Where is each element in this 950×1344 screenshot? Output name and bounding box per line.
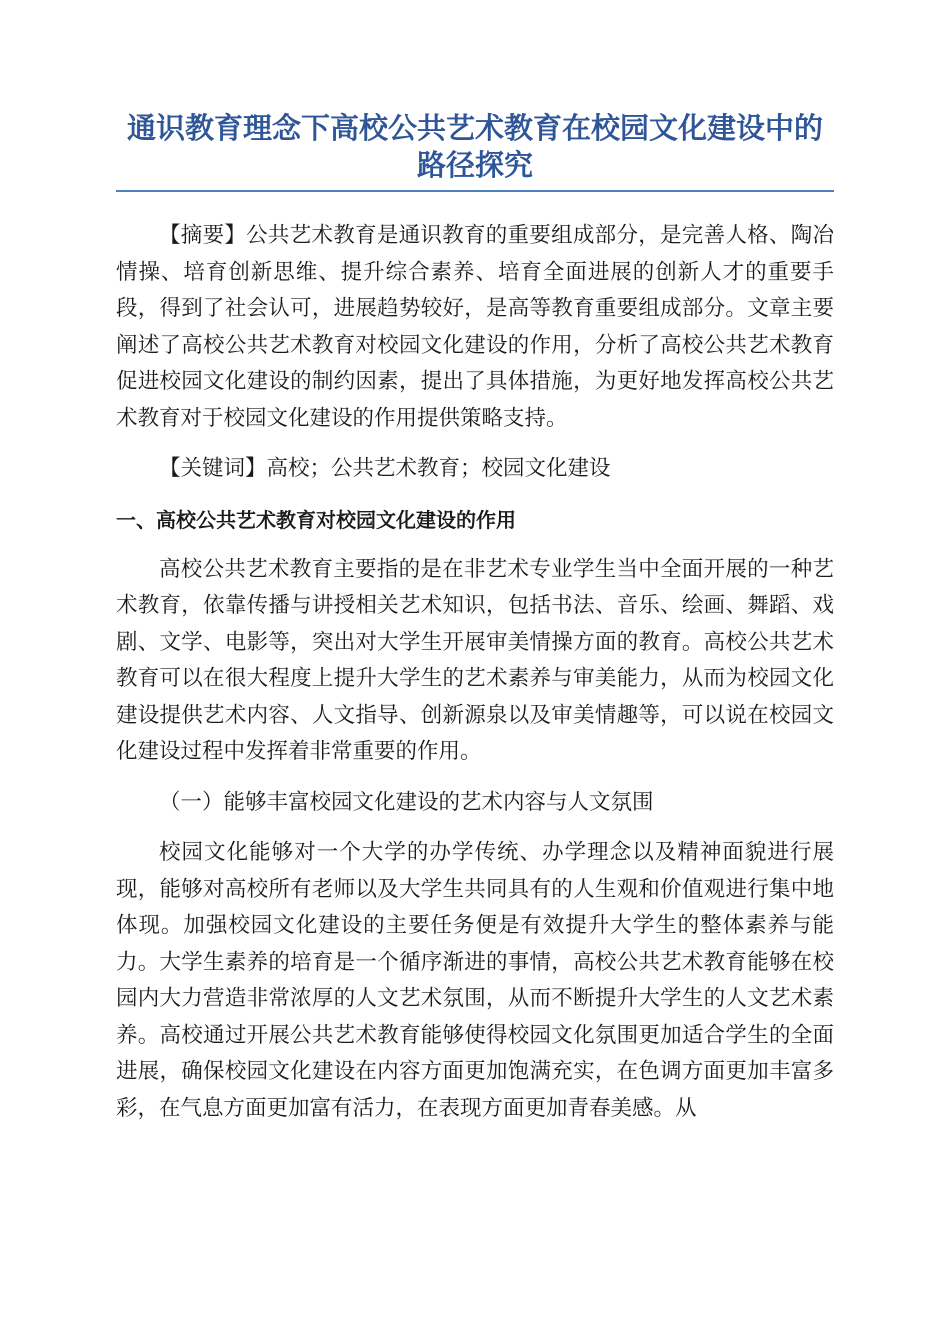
body-paragraph: 高校公共艺术教育主要指的是在非艺术专业学生当中全面开展的一种艺术教育，依靠传播与讲授相关艺术知识，包括书法、音乐、绘画、舞蹈、戏剧、文学、电影等，突出对大学生开展审美情操方面的教育。高校公共艺术教育可以在很大程度上提升大学生的艺术素养与审美能力，从而为校园文化建设提供艺术内容、人文指导、创新源泉以及审美情趣等，可以说在校园文化建设过程中发挥着非常重要的作用。	[116, 556, 834, 764]
subsection-heading: （一）能够丰富校园文化建设的艺术内容与人文氛围	[159, 789, 654, 815]
document-title: 通识教育理念下高校公共艺术教育在校园文化建设中的路径探究	[116, 110, 834, 192]
abstract-paragraph: 【摘要】公共艺术教育是通识教育的重要组成部分，是完善人格、陶冶情操、培育创新思维、提升综合素养、培育全面进展的创新人才的重要手段，得到了社会认可，进展趋势较好，是高等教育重要组成部分。文章主要阐述了高校公共艺术教育对校园文化建设的作用，分析了高校公共艺术教育促进校园文化建设的制约因素，提出了具体措施，为更好地发挥高校公共艺术教育对于校园文化建设的作用提供策略支持。	[116, 223, 834, 431]
section-heading: 一、高校公共艺术教育对校园文化建设的作用	[116, 507, 516, 532]
keywords-paragraph: 【关键词】高校；公共艺术教育；校园文化建设	[159, 456, 611, 481]
document-page	[116, 110, 834, 1127]
body-paragraph: 校园文化能够对一个大学的办学传统、办学理念以及精神面貌进行展现，能够对高校所有老师以及大学生共同具有的人生观和价值观进行集中地体现。加强校园文化建设的主要任务便是有效提升大学生的整体素养与能力。大学生素养的培育是一个循序渐进的事情，高校公共艺术教育能够在校园内大力营造非常浓厚的人文艺术氛围，从而不断提升大学生的人文艺术素养。高校通过开展公共艺术教育能够使得校园文化氛围更加适合学生的全面进展，确保校园文化建设在内容方面更加饱满充实，在色调方面更加丰富多彩，在气息方面更加富有活力，在表现方面更加青春美感。从	[116, 840, 834, 1121]
